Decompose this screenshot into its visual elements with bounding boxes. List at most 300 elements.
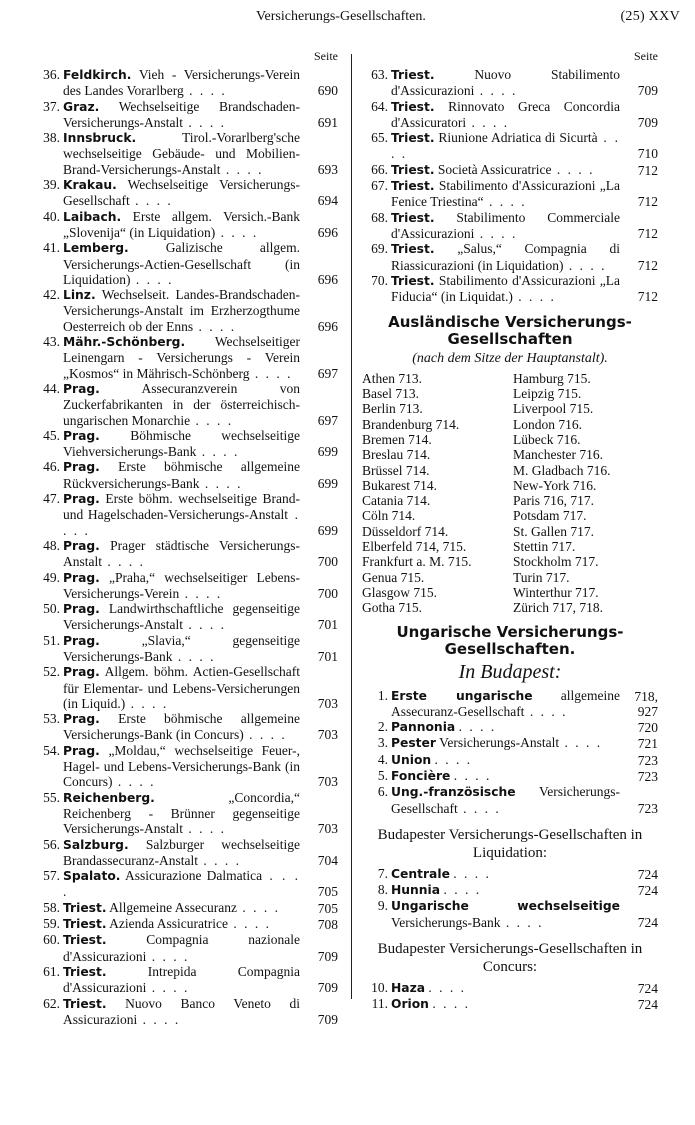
entry-number: 36. (43, 67, 60, 82)
entry-description: Erste böhmische allgemeine Rückversicherungs-Bank (63, 459, 301, 491)
entry-number: 43. (43, 334, 60, 350)
index-entry (34, 868, 338, 900)
foreign-city-entry: Potsdam 717. (513, 508, 587, 524)
foreign-city-entry: Gotha 715. (362, 600, 422, 616)
dot-leader: . . . . (243, 727, 287, 743)
foreign-city-list (362, 371, 658, 616)
entry-description: Landwirthschaftliche gegenseitige Versicherungs-Anstalt (63, 601, 300, 633)
entry-number: 62. (43, 995, 60, 1011)
entry-page: 696 (317, 318, 338, 334)
index-entry (34, 837, 338, 869)
entry-number: 40. (43, 208, 60, 224)
entry-place: Triest. (391, 99, 435, 114)
foreign-city-entry: Genua 715. (362, 569, 425, 585)
entry-description: „Salus,“ Compagnia di Riassicurazioni (in Liquidation) (391, 241, 620, 273)
dot-leader: . . . . (483, 194, 527, 210)
entry-place: Triest. (63, 933, 107, 948)
entry-page: 697 (317, 365, 338, 381)
index-entry (34, 932, 338, 964)
index-entry (362, 866, 658, 882)
dot-leader: . . . . (146, 980, 190, 996)
index-entry (362, 768, 658, 784)
index-entry (34, 287, 338, 334)
entry-description: Versicherungs-Bank (391, 914, 501, 930)
dot-leader: . . . . (220, 161, 264, 177)
entry-number: 11. (371, 996, 388, 1012)
entry-description: Stabilimento d'Assicurazioni „La Fenice Triestina“ (391, 178, 621, 210)
index-entry (34, 177, 338, 209)
entry-place: Ungarische wechselseitige (391, 899, 620, 914)
foreign-city-entry: Paris 716, 717. (513, 493, 594, 509)
entry-description: Azienda Assicuratrice (109, 916, 228, 932)
entry-place: Prag. (63, 492, 100, 507)
foreign-city-entry: Elberfeld 714, 715. (362, 539, 467, 555)
index-entry (362, 67, 658, 99)
entry-description: Allgem. böhm. Actien-Gesellschaft für Elementar- und Lebens-Versicherungen (in Liquid.) (63, 664, 300, 711)
entry-description: Allgemeine Assecuranz (109, 899, 237, 915)
entry-description: Wechselseitige Versicherungs-Gesellschaft (63, 177, 300, 209)
entry-number: 47. (43, 491, 60, 507)
entry-place: Orion (391, 997, 429, 1012)
foreign-city-entry: London 716. (513, 416, 582, 432)
entry-page: 723 (637, 800, 658, 816)
entry-page: 703 (317, 727, 338, 743)
index-entry (34, 996, 338, 1028)
entry-page: 703 (317, 774, 338, 790)
seite-label: Seite (634, 49, 658, 63)
entry-number: 55. (43, 789, 60, 805)
entry-description: Stabilimento d'Assicurazioni „La Fiducia“ (in Liquidat.) (391, 272, 621, 305)
entry-place: Prag. (63, 538, 100, 553)
foreign-city-entry: Turin 717. (513, 569, 570, 585)
index-entry (362, 784, 658, 816)
index-entry (34, 209, 338, 241)
dot-leader: . . . . (432, 996, 470, 1012)
entry-number: 9. (377, 898, 388, 914)
entry-page: 699 (317, 522, 338, 538)
entry-description: Salzburger wechselseitige Brandassecuranz-Anstalt (63, 836, 301, 868)
entry-number: 67. (371, 178, 388, 194)
dot-leader: . . . . (182, 114, 226, 130)
entry-number: 44. (43, 380, 60, 396)
foreign-city-entry: Lübeck 716. (513, 431, 581, 447)
entry-number: 69. (371, 241, 388, 257)
entry-page: 703 (317, 821, 338, 837)
hungarian-city: In Budapest: (458, 660, 562, 683)
entry-place: Laibach. (63, 209, 122, 224)
foreign-city-entry: Zürich 717, 718. (513, 600, 603, 616)
dot-leader: . . . . (466, 114, 510, 130)
entry-description: „Concordia,“ Reichenberg - Brünner gegenseitige Versicherungs-Anstalt (63, 789, 300, 837)
entry-place: Spalato. (63, 869, 121, 884)
entry-place: Union (391, 752, 432, 767)
entry-page: 703 (317, 695, 338, 711)
dot-leader: . . . . (434, 751, 473, 767)
entry-description: Stabilimento Commerciale d'Assicurazioni (391, 209, 620, 241)
dot-leader: . . . . (193, 318, 237, 334)
entry-page: 697 (317, 412, 338, 428)
dot-leader: . . . . (474, 225, 518, 241)
entry-place: Prag. (63, 602, 100, 617)
foreign-city-entry: Bremen 714. (362, 431, 432, 447)
entry-number: 49. (43, 569, 60, 585)
entry-place: Prag. (63, 665, 100, 680)
foreign-city-entry: Frankfurt a. M. 715. (362, 554, 472, 570)
entry-page: 712 (637, 194, 658, 210)
dot-leader: . . . . (197, 852, 241, 868)
entry-place: Triest. (391, 162, 435, 177)
entry-number: 58. (43, 899, 60, 915)
entry-page: 709 (317, 980, 338, 996)
liquidation-heading: Budapester Versicherungs-Gesellschaften in Liquidation: (377, 826, 643, 861)
entry-place: Triest. (63, 900, 107, 915)
entry-page: 712 (637, 162, 658, 178)
entry-description: Intrepida Compagnia d'Assicurazioni (63, 963, 300, 996)
index-entry (34, 99, 338, 131)
entry-page: 712 (637, 225, 658, 241)
entry-page: 724 (637, 914, 658, 930)
left-entries-list (34, 67, 338, 1027)
entry-description: allgemeine Assecuranz-Gesellschaft (391, 687, 621, 719)
index-entry (362, 273, 658, 305)
entry-place: Salzburg. (63, 837, 129, 852)
entry-number: 38. (43, 130, 60, 146)
entry-number: 53. (43, 711, 60, 727)
entry-place: Lemberg. (63, 241, 129, 256)
entry-description: „Slavia,“ gegenseitige Versicherungs-Bank (63, 632, 300, 664)
dot-leader: . . . . (453, 865, 491, 881)
entry-description: Rinnovato Greca Concordia d'Assicuratori (391, 98, 621, 130)
entry-description: Galizische allgem. Versicherungs-Actien-Gesellschaft (in Liquidation) (63, 240, 300, 287)
entry-number: 66. (371, 161, 388, 177)
concurs-heading: Budapester Versicherungs-Gesellschaften in Concurs: (377, 941, 643, 976)
index-entry (362, 980, 658, 996)
index-entry (34, 601, 338, 633)
liquidation-entries-list (362, 866, 658, 930)
dot-leader: . . . . (196, 444, 240, 460)
foreign-city-entry: Leipzig 715. (513, 386, 582, 402)
entry-page: 724 (637, 883, 658, 899)
foreign-city-entry: Breslau 714. (362, 447, 431, 463)
dot-leader: . . . . (215, 224, 259, 240)
entry-description: Società Assicuratrice (437, 161, 552, 177)
index-entry (34, 428, 338, 460)
entry-number: 8. (377, 882, 388, 898)
entry-place: Triest. (391, 68, 435, 82)
foreign-city-entry: Cöln 714. (362, 508, 416, 524)
entry-place: Triest. (391, 273, 435, 288)
entry-number: 3. (377, 735, 388, 751)
entry-place: Reichenberg. (63, 790, 155, 805)
right-entries-list (362, 67, 658, 304)
entry-description: Versicherungs-Gesellschaft (391, 784, 620, 816)
entry-description: Wechselseitige Brandschaden-Versicherungs-Anstalt (63, 98, 300, 130)
entry-page: 690 (317, 83, 338, 99)
entry-number: 63. (371, 67, 388, 82)
column-divider (351, 54, 352, 999)
entry-number: 56. (43, 836, 60, 852)
entry-place: Hunnia (391, 883, 441, 898)
entry-place: Prag. (63, 428, 100, 443)
index-entry (34, 964, 338, 996)
entry-description: Vieh - Versicherungs-Verein des Landes Vorarlberg (63, 67, 301, 99)
dot-leader: . . . . (102, 554, 145, 570)
foreign-city-entry: Catania 714. (362, 493, 431, 509)
entry-number: 70. (371, 272, 388, 288)
entry-description: Assicurazione Dalmatica (124, 868, 263, 884)
entry-number: 6. (377, 784, 388, 800)
entry-number: 64. (371, 98, 388, 114)
dot-leader: . . . . (512, 289, 556, 305)
entry-page: 723 (637, 768, 658, 784)
index-entry (362, 735, 658, 751)
entry-place: Graz. (63, 99, 100, 114)
foreign-subheading: (nach dem Sitze der Hauptanstalt). (412, 351, 608, 367)
foreign-city-entry: Basel 713. (362, 386, 419, 402)
entry-page: 701 (317, 617, 338, 633)
entry-page: 705 (317, 900, 338, 916)
entry-description: Prager städtische Versicherungs-Anstalt (63, 537, 300, 570)
index-entry (362, 130, 658, 162)
entry-number: 48. (43, 537, 60, 553)
index-entry (34, 570, 338, 602)
seite-label: Seite (314, 49, 338, 63)
dot-leader: . . . . (453, 767, 492, 783)
entry-number: 5. (377, 767, 388, 783)
index-entry (34, 67, 338, 99)
entry-place: Pannonia (391, 720, 456, 735)
foreign-city-entry: Liverpool 715. (513, 401, 594, 417)
entry-description: Wechselseit. Landes-Brandschaden-Versicherungs-Anstalt im Erzherzogthume Oesterreich ob der Enns (63, 287, 300, 334)
entry-place: Haza (391, 981, 426, 996)
right-column (362, 50, 658, 1013)
foreign-city-entry: Stockholm 717. (513, 554, 599, 570)
entry-description: Nuovo Stabilimento d'Assicurazioni (391, 67, 620, 99)
dot-leader: . . . . (179, 585, 223, 601)
dot-leader: . . . . (249, 365, 293, 381)
entry-place: Foncière (391, 768, 451, 783)
entry-page: 709 (317, 1011, 338, 1027)
entry-description: Assecuranzverein von Zuckerfabrikanten in der österreichisch-ungarischen Monarchie (63, 380, 300, 428)
dot-leader: . . . . (559, 735, 603, 751)
entry-page: 710 (637, 146, 658, 162)
entry-number: 7. (377, 865, 388, 881)
entry-page: 701 (317, 648, 338, 664)
dot-leader: . . . . (63, 507, 300, 538)
entry-number: 10. (371, 980, 388, 996)
entry-page: 721 (637, 736, 658, 752)
entry-number: 54. (43, 742, 60, 758)
dot-leader: . . . . (190, 412, 234, 428)
left-column (34, 50, 338, 1027)
dot-leader: . . . . (228, 916, 271, 932)
entry-description: „Praha,“ wechselseitiger Lebens-Versicherungs-Verein (63, 569, 301, 601)
entry-page: 720 (637, 720, 658, 736)
index-entry (362, 882, 658, 898)
index-entry (34, 900, 338, 916)
entry-number: 41. (43, 240, 60, 256)
entry-number: 1. (377, 687, 388, 703)
header-title: Versicherungs-Gesellschaften. (256, 9, 426, 24)
hungarian-entries-list (362, 688, 658, 816)
dot-leader: . . . . (146, 948, 190, 964)
entry-number: 51. (43, 632, 60, 648)
index-entry (362, 99, 658, 131)
dot-leader: . . . . (524, 703, 568, 719)
entry-number: 37. (43, 98, 60, 114)
entry-place: Triest. (63, 996, 107, 1011)
dot-leader: . . . . (457, 800, 501, 816)
foreign-city-entry: New-York 716. (513, 477, 597, 493)
dot-leader: . . . . (199, 475, 243, 491)
foreign-list-left (362, 371, 507, 616)
entry-place: Prag. (63, 381, 100, 396)
entry-place: Prag. (63, 712, 100, 727)
entry-description: Wechselseitiger Leinengarn - Versicherungs - Verein „Kosmos“ in Mährisch-Schönberg (63, 334, 300, 381)
foreign-city-entry: Brüssel 714. (362, 462, 430, 478)
entry-place: Prag. (63, 570, 100, 585)
index-entry (362, 162, 658, 178)
dot-leader: . . . . (443, 882, 482, 898)
index-entry (362, 178, 658, 210)
entry-place: Ung.-französische (391, 785, 516, 800)
entry-page: 696 (317, 271, 338, 287)
index-entry (34, 491, 338, 538)
index-entry (34, 240, 338, 287)
entry-page: 704 (317, 852, 338, 868)
entry-number: 46. (43, 459, 60, 475)
entry-page: 712 (637, 257, 658, 273)
dot-leader: . . . . (563, 257, 607, 273)
index-entry (34, 459, 338, 491)
entry-place: Triest. (391, 242, 435, 257)
entry-place: Feldkirch. (63, 68, 132, 82)
foreign-city-entry: Hamburg 715. (513, 370, 591, 386)
entry-number: 50. (43, 601, 60, 617)
entry-page: 700 (317, 554, 338, 570)
entry-page: 709 (637, 114, 658, 130)
index-entry (34, 538, 338, 570)
entry-place: Triest. (391, 210, 435, 225)
entry-page: 718, 927 (634, 688, 658, 719)
dot-leader: . . . . (237, 899, 280, 915)
entry-page: 699 (317, 444, 338, 460)
foreign-list-right (513, 371, 658, 616)
entry-page: 723 (637, 752, 658, 768)
entry-description: Erste allgem. Versich.-Bank „Slovenija“ (in Liquidation) (63, 208, 300, 240)
entry-page: 691 (317, 114, 338, 130)
entry-place: Prag. (63, 633, 100, 648)
index-entry (362, 719, 658, 735)
foreign-city-entry: Winterthur 717. (513, 584, 599, 600)
entry-description: „Moldau,“ wechselseitige Feuer-, Hagel- und Lebens-Versicherungs-Bank (in Concurs) (63, 742, 300, 790)
entry-description: Erste böhmische allgemeine Versicherungs-Bank (in Concurs) (63, 711, 301, 743)
entry-description: Erste böhm. wechselseitige Brand- und Hagelschaden-Versicherungs-Anstalt (63, 491, 300, 523)
dot-leader: . . . . (63, 868, 300, 900)
index-entry (34, 916, 338, 932)
dot-leader: . . . . (129, 193, 173, 209)
entry-page: 724 (637, 997, 658, 1013)
index-entry (34, 381, 338, 428)
header-page-number: (25) XXV (620, 9, 680, 24)
entry-place: Innsbruck. (63, 131, 137, 146)
index-entry (34, 334, 338, 381)
entry-page: 693 (317, 161, 338, 177)
concurs-entries-list (362, 980, 658, 1013)
index-entry (362, 241, 658, 273)
foreign-city-entry: Brandenburg 714. (362, 416, 460, 432)
entry-page: 700 (317, 585, 338, 601)
dot-leader: . . . . (182, 821, 226, 837)
entry-description: Compagnia nazionale d'Assicurazioni (63, 932, 300, 964)
entry-number: 61. (43, 963, 60, 979)
entry-page: 712 (637, 289, 658, 305)
index-entry (34, 790, 338, 837)
entry-number: 59. (43, 916, 60, 932)
foreign-city-entry: Berlin 713. (362, 401, 423, 417)
dot-leader: . . . . (112, 774, 156, 790)
index-entry (34, 743, 338, 790)
dot-leader: . . . . (458, 719, 497, 735)
foreign-city-entry: Bukarest 714. (362, 477, 437, 493)
hungarian-heading: Ungarische Versicherungs-Gesellschaften. (396, 622, 624, 658)
dot-leader: . . . . (183, 83, 227, 99)
foreign-city-entry: St. Gallen 717. (513, 523, 594, 539)
entry-page: 724 (637, 981, 658, 997)
foreign-city-entry: Manchester 716. (513, 447, 603, 463)
entry-page: 699 (317, 475, 338, 491)
foreign-city-entry: M. Gladbach 716. (513, 462, 611, 478)
index-entry (362, 752, 658, 768)
entry-page: 705 (317, 884, 338, 900)
index-entry (362, 688, 658, 720)
entry-number: 39. (43, 177, 60, 193)
entry-page: 708 (317, 917, 338, 933)
foreign-city-entry: Athen 713. (362, 370, 422, 386)
dot-leader: . . . . (172, 648, 216, 664)
entry-place: Triest. (391, 131, 435, 146)
entry-description: Versicherungs-Anstalt (439, 735, 560, 751)
entry-page: 724 (637, 866, 658, 882)
entry-place: Krakau. (63, 178, 117, 193)
entry-place: Linz. (63, 288, 96, 303)
foreign-city-entry: Düsseldorf 714. (362, 523, 449, 539)
entry-page: 709 (317, 948, 338, 964)
entry-place: Triest. (63, 964, 107, 979)
dot-leader: . . . . (182, 617, 226, 633)
entry-number: 65. (371, 130, 388, 146)
dot-leader: . . . . (137, 1011, 181, 1027)
entry-place: Centrale (391, 866, 450, 881)
index-entry (34, 664, 338, 711)
index-entry (34, 711, 338, 743)
entry-place: Prag. (63, 743, 100, 758)
entry-number: 45. (43, 427, 60, 443)
entry-number: 60. (43, 932, 60, 948)
entry-number: 68. (371, 209, 388, 225)
entry-number: 57. (43, 868, 60, 884)
dot-leader: . . . . (551, 161, 595, 177)
dot-leader: . . . . (391, 130, 621, 162)
index-entry (34, 130, 338, 177)
entry-place: Triest. (391, 179, 435, 194)
dot-leader: . . . . (125, 695, 169, 711)
entry-place: Triest. (63, 917, 107, 932)
entry-description: Tirol.-Vorarlberg'sche wechselseitige Gebäude- und Mobilien-Brand-Versicherungs-Anstalt (63, 130, 300, 177)
entry-page: 709 (637, 83, 658, 99)
entry-number: 52. (43, 664, 60, 680)
index-entry (34, 633, 338, 665)
